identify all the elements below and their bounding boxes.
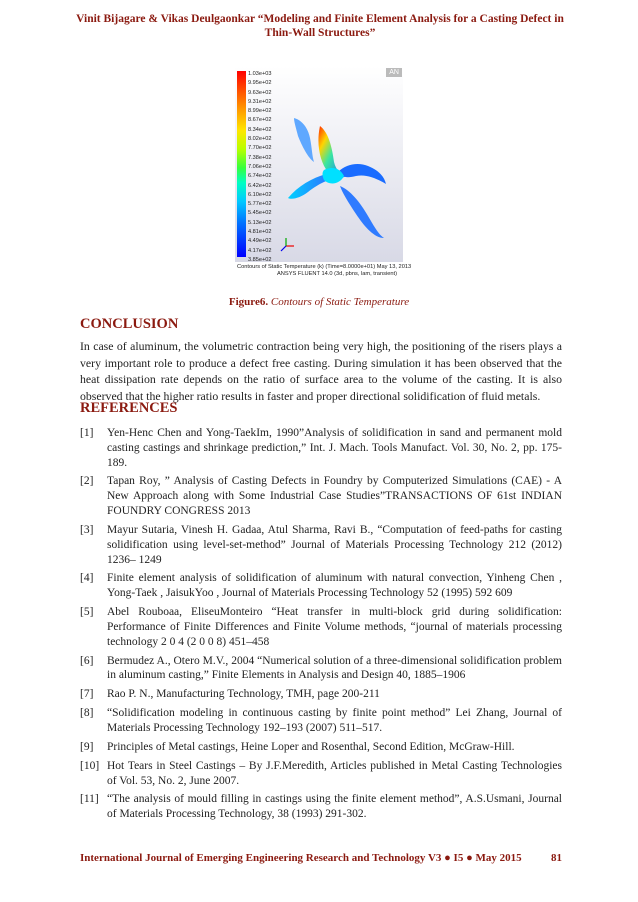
color-scale-tick: 8.99e+02 [248,108,272,115]
figure-inner-caption [237,264,412,278]
color-scale-tick: 8.02e+02 [248,136,272,143]
inner-caption-line1: Contours of Static Temperature (k) (Time=8.0000e+01) May 13, 2013 [237,264,412,270]
reference-item [80,687,562,702]
color-scale-tick: 6.42e+02 [248,182,272,189]
reference-item [80,474,562,518]
color-scale-tick: 6.74e+02 [248,173,272,180]
color-scale-tick: 4.81e+02 [248,229,272,236]
header-title-line1: “Modeling and Finite Element Analysis for a Casting Defect in [257,13,564,25]
header-authors: Vinit Bijagare & Vikas Deulgaonkar [76,13,255,25]
color-scale-tick: 5.77e+02 [248,201,272,208]
page-footer [80,852,562,864]
reference-number: [3] [80,523,94,536]
reference-text: Mayur Sutaria, Vinesh H. Gadaa, Atul Sharma, Ravi B., “Computation of feed-paths for casting solidification using level-set-method” Journal of Materials Processing Technology 212 (2012) 1236– 1249 [107,523,562,566]
reference-number: [8] [80,707,94,720]
reference-item [80,523,562,567]
color-scale-tick: 1.03e+03 [248,71,272,77]
color-scale-tick: 6.10e+02 [248,191,272,198]
footer-journal: International Journal of Emerging Engineering Research and Technology V3 ● I5 ● May 2015 [80,852,522,864]
reference-text: Hot Tears in Steel Castings – By J.F.Meredith, Articles published in Metal Casting Technologies of Vol. 53, No. 2, June 2007. [107,759,562,787]
references-list [80,426,562,826]
reference-text: Finite element analysis of solidification of aluminum with natural convection, Yinheng Chen , Yong-Taek , JaisukYoo , Journal of Materials Processing Technology 52 (1995) 592 609 [107,572,562,600]
reference-item [80,740,562,755]
reference-item [80,792,562,822]
reference-number: [10] [80,759,100,772]
casting-contour-shape [228,66,408,262]
color-scale-tick: 5.45e+02 [248,210,272,217]
reference-item [80,426,562,470]
color-scale-tick: 4.17e+02 [248,247,272,254]
ansys-logo: AN [386,68,402,77]
figure-caption-text: Contours of Static Temperature [270,296,410,308]
color-scale-tick: 4.49e+02 [248,238,272,245]
reference-text: Tapan Roy, ” Analysis of Casting Defects in Foundry by Computerized Simulations (CAE) - A New Approach along with Some Industrial Case Studies”TRANSACTIONS OF 61st INDIAN FOUNDRY CONGRESS 2013 [107,475,562,518]
reference-item [80,759,562,789]
reference-number: [4] [80,572,94,585]
color-scale-tick: 8.67e+02 [248,117,272,124]
page-number: 81 [551,852,562,864]
reference-number: [9] [80,740,94,753]
reference-text: Yen-Henc Chen and Yong-TaekIm, 1990”Analysis of solidification in sand and permanent mold casting castings and shrinkage prediction,” Int. J. Mach. Tools Manufact. Vol. 30, No. 2, pp. 175-189. [107,427,562,469]
inner-caption-line2: ANSYS FLUENT 14.0 (3d, pbns, lam, transient) [277,271,398,277]
color-scale-tick: 9.95e+02 [248,80,272,87]
reference-number: [11] [80,793,99,806]
color-scale-tick: 9.31e+02 [248,98,272,105]
color-scale-tick: 7.06e+02 [248,163,272,170]
reference-number: [1] [80,427,94,439]
reference-item [80,605,562,649]
conclusion-heading: CONCLUSION [80,316,179,332]
figure-caption-label: Figure6. [228,296,269,308]
reference-text: Bermudez A., Otero M.V., 2004 “Numerical solution of a three-dimensional solidification problem in aluminum casting,” Finite Elements in Analysis and Design 40, 1885–1906 [107,654,562,682]
reference-text: Abel Rouboaa, EliseuMonteiro “Heat transfer in multi-block grid during solidification: Performance of Finite Differences and Finite Volume methods, “journal of materials processing technology 2 0 4 (2 0 0 8) 451–458 [107,606,562,648]
color-scale-tick: 3.85e+02 [248,256,272,263]
color-scale-tick: 8.34e+02 [248,126,272,133]
references-heading: REFERENCES [80,400,178,416]
axis-triad-icon [281,238,294,251]
reference-number: [6] [80,654,94,667]
reference-item [80,706,562,736]
reference-text: “The analysis of mould filling in castings using the finite element method”, A.S.Usmani, Journal of Materials Processing Technology, 38 (1993) 291-302. [107,793,562,821]
reference-item [80,571,562,601]
header-title-line2: Thin-Wall Structures” [264,27,376,39]
color-scale-tick: 9.63e+02 [248,89,272,96]
color-scale-tick: 7.70e+02 [248,145,272,152]
reference-number: [7] [80,688,94,701]
conclusion-paragraph: In case of aluminum, the volumetric contraction being very high, the positioning of the risers plays a very important role to produce a defect free casting. During simulation it has been observed that the heat dissipation rate depends on the ratio of surface area to the volume of the casting. It is also observed that the higher ratio results in faster and proper directional solidification of fluid metals. [80,339,562,404]
figure-caption [0,296,638,308]
reference-number: [2] [80,475,94,488]
reference-item [80,654,562,684]
running-header [70,12,570,40]
reference-text: “Solidification modeling in continuous casting by finite point method” Lei Zhang, Journal of Materials Processing Technology 192–193 (2007) 511–517. [107,707,562,734]
reference-text: Principles of Metal castings, Heine Loper and Rosenthal, Second Edition, McGraw-Hill. [107,740,515,753]
color-scale-tick: 5.13e+02 [248,219,272,226]
reference-text: Rao P. N., Manufacturing Technology, TMH, page 200-211 [107,688,380,701]
contour-figure [228,66,412,292]
reference-number: [5] [80,606,94,619]
color-scale-tick: 7.38e+02 [248,154,272,161]
